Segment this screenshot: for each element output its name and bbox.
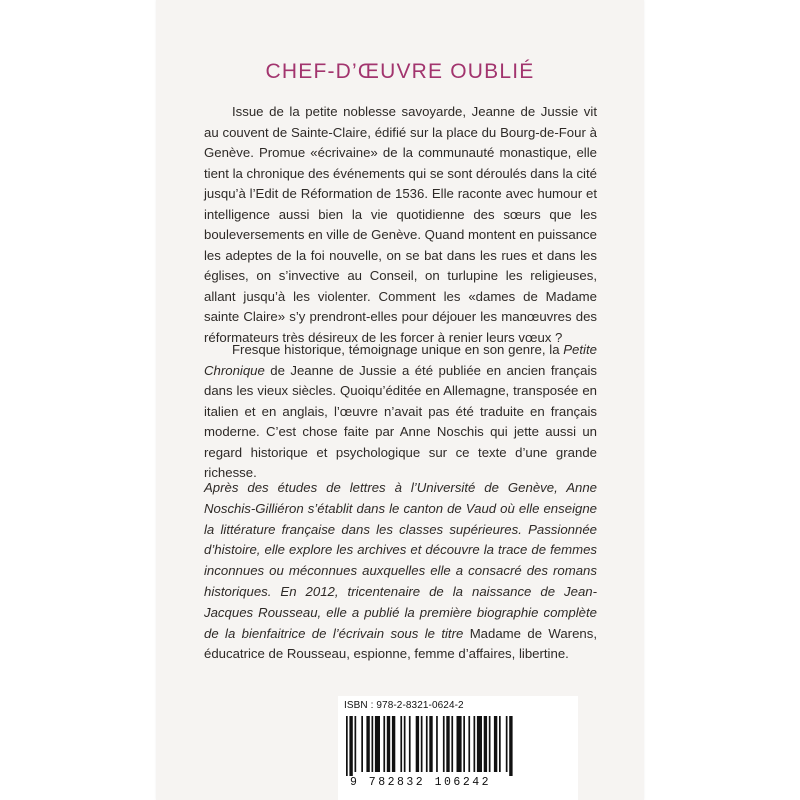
barcode-number: 9 782832 106242 <box>350 776 492 789</box>
book-back-cover <box>156 0 644 800</box>
summary-text-2-start: Fresque historique, témoignage unique en son genre, la <box>232 342 564 357</box>
author-bio-text <box>204 478 597 665</box>
summary-text-2 <box>204 340 597 484</box>
author-bio-body: Après des études de lettres à l’Université de Genève, Anne Noschis-Gilliéron s’établit dans le canton de Vaud où elle enseigne la littérature française dans les classes supérieures. Passionnée d’histoire, elle explore les archives et découvre la trace de femmes inconnues ou méconnues auxquelles elle a consacré des romans historiques. En 2012, tricentenaire de la naissance de Jean-Jacques Rousseau, elle a publié la première biographie complète de la bienfaitrice de l’écrivain sous le titre <box>204 480 597 641</box>
biography-title: Madame de Warens, éducatrice de Rousseau, espionne, femme d’affaires, libertine. <box>204 625 597 662</box>
work-title: Petite Chronique <box>204 342 597 378</box>
cover-title: CHEF-D’ŒUVRE OUBLIÉ <box>265 60 535 83</box>
summary-paragraph-1 <box>204 102 597 348</box>
summary-text-2-end: de Jeanne de Jussie a été publiée en ancien français dans les vieux siècles. Quoiqu’éditée en Allemagne, transposée en italien et en anglais, l’œuvre n’avait pas été traduite en français moderne. C’est chose faite par Anne Noschis qui jette aussi un regard historique et psychologique sur ce texte d’une grande richesse. <box>204 362 597 480</box>
barcode-area <box>338 696 578 800</box>
barcode-icon <box>346 716 570 776</box>
author-bio <box>204 478 597 665</box>
isbn-label: ISBN : 978-2-8321-0624-2 <box>344 700 464 711</box>
summary-paragraph-2 <box>204 340 597 484</box>
summary-text-1: Issue de la petite noblesse savoyarde, Jeanne de Jussie vit au couvent de Sainte-Claire, édifié sur la place du Bourg-de-Four à Genève. Promue «écrivaine» de la communauté monastique, elle tient la chronique des événements qui se sont déroulés dans la cité jusqu’à l’Edit de Réformation de 1536. Elle raconte avec humour et intelligence aussi bien la vie quotidienne des sœurs que les bouleversements en ville de Genève. Quand montent en puissance les adeptes de la foi nouvelle, on se bat dans les rues et dans les églises, on s’invective au Conseil, on turlupine les religieuses, allant jusqu’à les violenter. Comment les «dames de Madame sainte Claire» s’y prendront-elles pour déjouer les manœuvres des réformateurs très désireux de les forcer à renier leurs vœux ? <box>204 104 597 345</box>
